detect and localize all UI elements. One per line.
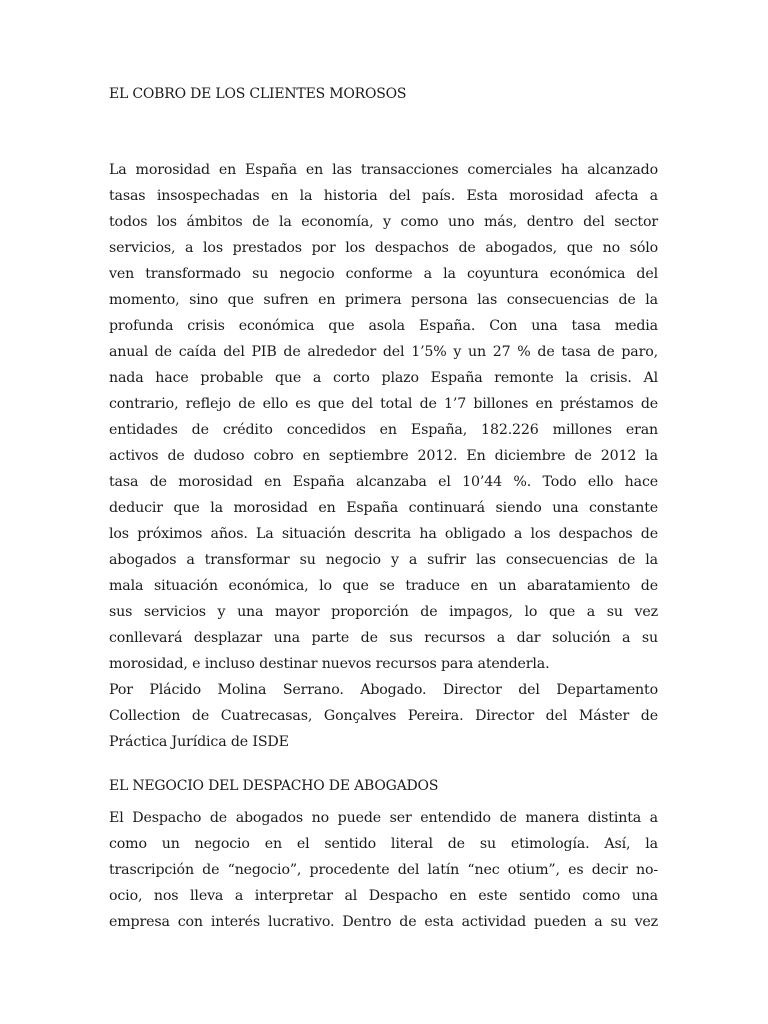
paragraph-line: sus servicios y una mayor proporción de impagos, lo que a su vez [109,604,658,620]
paragraph-line: los próximos años. La situación descrita ha obligado a los despachos de [109,526,658,542]
paragraph-line: tasas insospechadas en la historia del país. Esta morosidad afecta a [109,188,658,204]
paragraph-line: tasa de morosidad en España alcanzaba el 10’44 %. Todo ello hace [109,474,658,490]
paragraph-line: entidades de crédito concedidos en España, 182.226 millones eran [109,422,658,438]
section-heading: EL NEGOCIO DEL DESPACHO DE ABOGADOS [109,778,439,794]
section-line: ocio, nos lleva a interpretar al Despacho en este sentido como una [109,888,658,904]
paragraph-line: activos de dudoso cobro en septiembre 2012. En diciembre de 2012 la [109,448,658,464]
author-line: Práctica Jurídica de ISDE [109,734,289,750]
document-title: EL COBRO DE LOS CLIENTES MOROSOS [109,86,407,102]
paragraph-line: conllevará desplazar una parte de sus recursos a dar solución a su [109,630,658,646]
paragraph-line: servicios, a los prestados por los despachos de abogados, que no sólo [109,240,658,256]
section-line: El Despacho de abogados no puede ser entendido de manera distinta a [109,810,658,826]
paragraph-line: mala situación económica, lo que se traduce en un abaratamiento de [109,578,658,594]
paragraph-line: anual de caída del PIB de alrededor del 1’5% y un 27 % de tasa de paro, [109,344,658,360]
author-line: Por Plácido Molina Serrano. Abogado. Director del Departamento [109,682,658,698]
paragraph-line: contrario, reflejo de ello es que del total de 1’7 billones en préstamos de [109,396,658,412]
paragraph-line: morosidad, e incluso destinar nuevos recursos para atenderla. [109,656,550,672]
paragraph-line: todos los ámbitos de la economía, y como uno más, dentro del sector [109,214,658,230]
paragraph-line: profunda crisis económica que asola España. Con una tasa media [109,318,658,334]
paragraph-line: nada hace probable que a corto plazo España remonte la crisis. Al [109,370,658,386]
paragraph-line: momento, sino que sufren en primera persona las consecuencias de la [109,292,658,308]
document-page [109,0,658,1024]
paragraph-line: deducir que la morosidad en España continuará siendo una constante [109,500,658,516]
paragraph-line: ven transformado su negocio conforme a la coyuntura económica del [109,266,658,282]
author-line: Collection de Cuatrecasas, Gonçalves Pereira. Director del Máster de [109,708,658,724]
paragraph-line: La morosidad en España en las transacciones comerciales ha alcanzado [109,162,658,178]
section-line: trascripción de “negocio”, procedente del latín “nec otium”, es decir no- [109,862,658,878]
section-line: empresa con interés lucrativo. Dentro de esta actividad pueden a su vez [109,914,658,930]
paragraph-line: abogados a transformar su negocio y a sufrir las consecuencias de la [109,552,658,568]
section-line: como un negocio en el sentido literal de su etimología. Así, la [109,836,658,852]
